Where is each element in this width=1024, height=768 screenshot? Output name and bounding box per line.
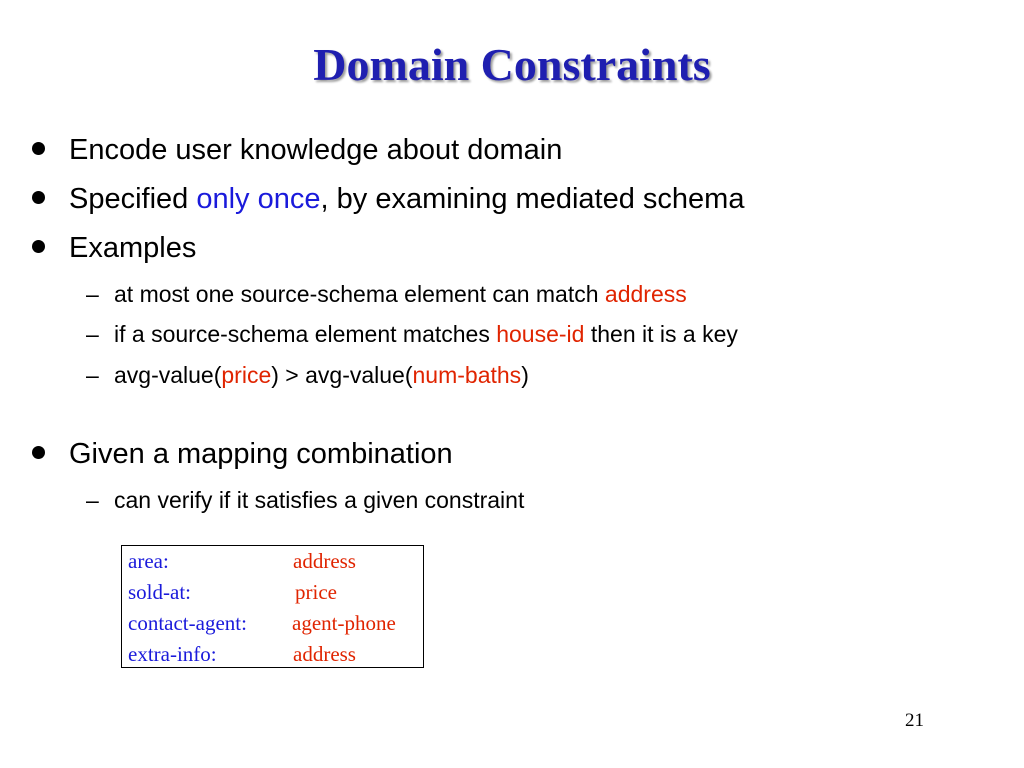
bullet-text-before: Specified — [69, 183, 197, 215]
mapping-key: contact-agent — [128, 611, 242, 635]
sub-bullet-item-1 — [86, 281, 687, 308]
dash-marker: – — [86, 487, 99, 513]
bullet-dot — [32, 240, 45, 253]
sub-bullet-text: at most one source-schema element can match — [114, 281, 605, 307]
bullet-highlight: only once — [196, 183, 321, 215]
slide-title: Domain Constraints — [313, 39, 711, 90]
sub-bullet-text-before: if a source-schema element matches — [114, 321, 497, 347]
mapping-value: address — [293, 642, 356, 666]
sub-bullet-highlight-num-baths: num-baths — [412, 362, 522, 388]
mapping-row-sold-at — [128, 580, 191, 605]
bullet-item-3 — [32, 232, 196, 265]
sub-bullet-item-4 — [86, 487, 524, 514]
sub-bullet-text: can verify if it satisfies a given constraint — [114, 487, 525, 513]
mapping-value: price — [295, 580, 337, 604]
page-number: 21 — [905, 710, 924, 731]
dash-marker: – — [86, 281, 99, 307]
bullet-text: Examples — [69, 232, 197, 264]
dash-marker: – — [86, 362, 99, 388]
bullet-item-2 — [32, 183, 744, 216]
sub-bullet-item-3 — [86, 362, 529, 389]
mapping-row-contact-agent — [128, 611, 247, 636]
bullet-text: Given a mapping combination — [69, 438, 453, 470]
dash-marker: – — [86, 321, 99, 347]
sub-bullet-item-2 — [86, 321, 738, 348]
sub-bullet-text-before: avg-value( — [114, 362, 222, 388]
bullet-text-after: , by examining mediated schema — [320, 183, 745, 215]
sub-bullet-text-after: ) — [521, 362, 529, 388]
mapping-colon: : — [185, 580, 191, 604]
bullet-dot — [32, 142, 45, 155]
bullet-item-4 — [32, 438, 453, 471]
mapping-combination-box — [121, 545, 424, 668]
sub-bullet-highlight: house-id — [496, 321, 585, 347]
mapping-colon: : — [241, 611, 247, 635]
mapping-value: agent-phone — [292, 611, 396, 635]
sub-bullet-text-after: then it is a key — [584, 321, 738, 347]
bullet-dot — [32, 191, 45, 204]
mapping-row-extra-info — [128, 642, 217, 667]
mapping-colon: : — [210, 642, 217, 666]
mapping-value: address — [293, 549, 356, 573]
sub-bullet-highlight: address — [604, 281, 687, 307]
bullet-text: Encode user knowledge about domain — [69, 134, 563, 166]
sub-bullet-highlight-price: price — [221, 362, 272, 388]
mapping-key: sold-at — [128, 580, 186, 604]
mapping-key: extra-info — [128, 642, 211, 666]
bullet-item-1 — [32, 134, 562, 167]
sub-bullet-text-middle: ) > avg-value( — [271, 362, 413, 388]
mapping-colon: : — [162, 549, 169, 573]
mapping-key: area — [128, 549, 163, 573]
mapping-row-area — [128, 549, 169, 574]
bullet-dot — [32, 446, 45, 459]
